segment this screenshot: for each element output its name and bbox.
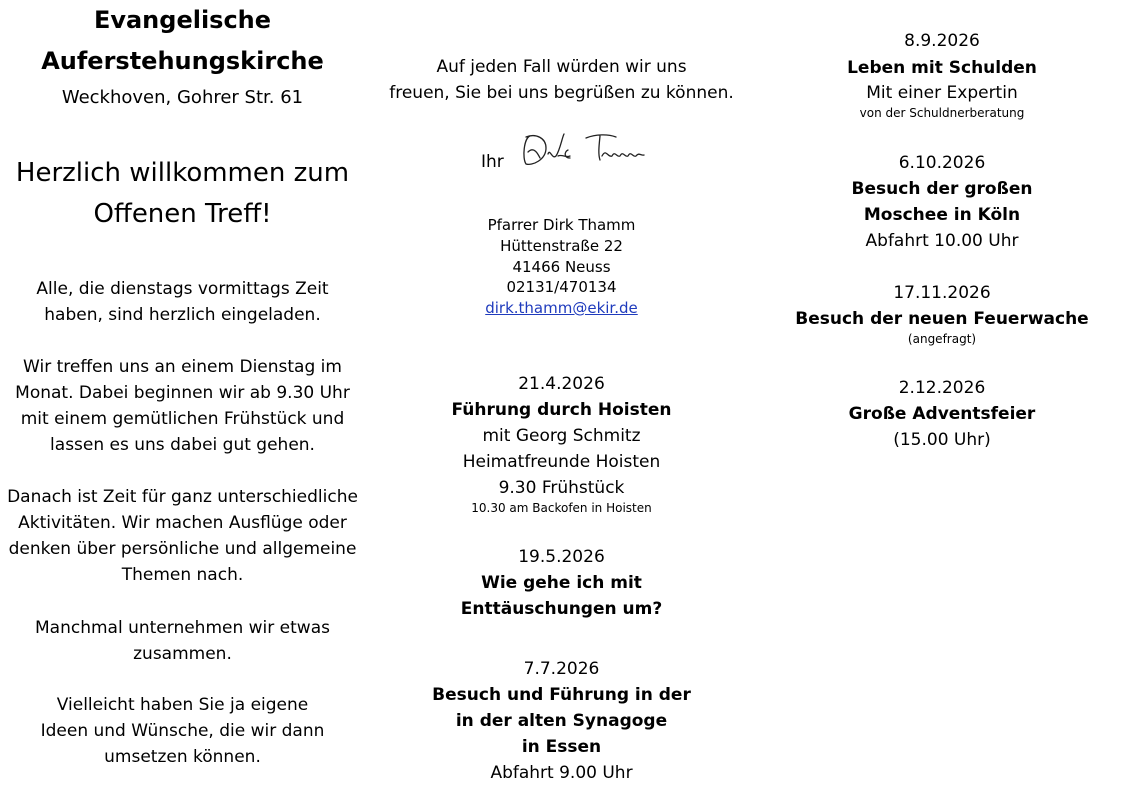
event-date: 8.9.2026 [904,31,980,51]
event-title: Moschee in Köln [863,205,1021,225]
contact-street: Hüttenstraße 22 [500,237,623,255]
intro-text: Vielleicht haben Sie ja eigene [56,695,309,715]
event-date: 6.10.2026 [898,153,986,173]
event-detail: (15.00 Uhr) [893,430,991,450]
event-detail: Heimatfreunde Hoisten [462,452,661,472]
intro-text: zusammen. [133,644,232,664]
intro-text: Alle, die dienstags vormittags Zeit [36,279,329,299]
contact-phone: 02131/470134 [506,278,617,296]
event-title: Besuch und Führung in der [432,685,691,705]
event-detail: 9.30 Frühstück [498,478,625,498]
welcome-line-1: Herzlich willkommen zum [15,158,350,188]
intro-text: Ideen und Wünsche, die wir dann [40,721,325,741]
event-note: von der Schuldnerberatung [859,106,1025,120]
event-title: Enttäuschungen um? [460,599,663,619]
closing-text: freuen, Sie bei uns begrüßen zu können. [389,83,734,103]
event-detail: Abfahrt 9.00 Uhr [490,763,633,783]
signature-block [383,128,740,178]
church-address: Weckhoven, Gohrer Str. 61 [61,87,304,108]
event-title: Große Adventsfeier [848,404,1036,424]
intro-text: mit einem gemütlichen Frühstück und [20,409,345,429]
closing-text: Auf jeden Fall würden wir uns [436,57,687,77]
event-title: in der alten Synagoge [455,711,668,731]
event-note: (angefragt) [907,332,977,346]
event-title: Leben mit Schulden [847,58,1037,78]
event-title: in Essen [521,737,602,757]
intro-text: haben, sind herzlich eingeladen. [44,305,321,325]
intro-text: Danach ist Zeit für ganz unterschiedliche [7,487,358,507]
event-note: 10.30 am Backofen in Hoisten [471,501,652,515]
signature-prefix: Ihr [481,152,504,172]
intro-text: Monat. Dabei beginnen wir ab 9.30 Uhr [15,383,350,403]
handwritten-signature [516,128,646,174]
church-name-line-2: Auferstehungskirche [41,47,324,75]
contact-name: Pfarrer Dirk Thamm [487,216,636,234]
event-detail: Abfahrt 10.00 Uhr [865,231,1019,251]
church-name-line-1: Evangelische [93,6,272,34]
event-date: 19.5.2026 [518,547,605,567]
intro-text: Aktivitäten. Wir machen Ausflüge oder [18,513,347,533]
intro-text: lassen es uns dabei gut gehen. [50,435,315,455]
contact-city: 41466 Neuss [512,258,611,276]
intro-text: Themen nach. [121,565,244,585]
event-title: Besuch der großen [851,179,1033,199]
event-title: Führung durch Hoisten [451,400,672,420]
event-title: Besuch der neuen Feuerwache [795,309,1089,329]
event-date: 17.11.2026 [893,283,991,303]
event-detail: Mit einer Expertin [866,83,1018,103]
contact-email-link[interactable]: dirk.thamm@ekir.de [485,299,638,317]
event-detail: mit Georg Schmitz [482,426,641,446]
intro-text: denken über persönliche und allgemeine [8,539,357,559]
welcome-line-2: Offenen Treff! [93,199,272,229]
event-date: 2.12.2026 [898,378,986,398]
intro-text: Manchmal unternehmen wir etwas [35,618,330,638]
event-date: 21.4.2026 [518,374,605,394]
intro-text: Wir treffen uns an einem Dienstag im [23,357,342,377]
event-date: 7.7.2026 [523,659,600,679]
event-title: Wie gehe ich mit [481,573,642,593]
intro-text: umsetzen können. [104,747,261,767]
